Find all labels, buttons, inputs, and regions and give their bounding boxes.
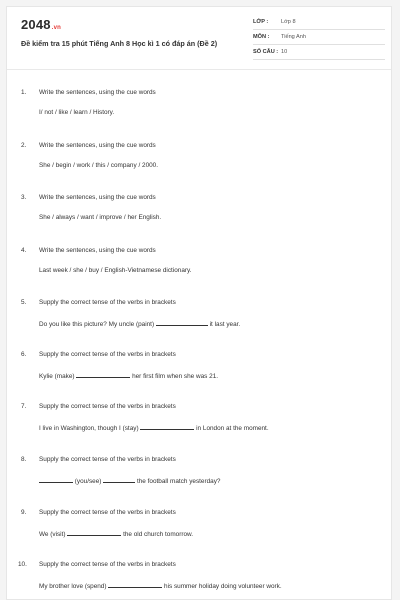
answer-blank[interactable] <box>140 423 194 430</box>
question-item <box>21 456 381 485</box>
question-body <box>39 529 381 538</box>
question-item <box>21 142 381 169</box>
question-body <box>39 423 381 432</box>
document-meta <box>253 15 385 60</box>
question-instruction: Write the sentences, using the cue words <box>39 89 156 96</box>
question-number: 1. <box>21 89 27 96</box>
question-body <box>39 109 381 116</box>
question-body <box>39 371 381 380</box>
question-instruction: Supply the correct tense of the verbs in brackets <box>39 299 176 306</box>
question-instruction: Write the sentences, using the cue words <box>39 194 156 201</box>
question-text: the old church tomorrow. <box>121 531 194 538</box>
question-text: in London at the moment. <box>194 425 269 432</box>
question-text: She / begin / work / this / company / 2000. <box>39 162 159 169</box>
question-instruction: Write the sentences, using the cue words <box>39 247 156 254</box>
answer-blank[interactable] <box>103 476 135 483</box>
question-instruction: Supply the correct tense of the verbs in brackets <box>39 403 176 410</box>
question-number: 4. <box>21 247 27 254</box>
question-body <box>39 319 381 328</box>
meta-row-class <box>253 15 385 30</box>
question-instruction: Supply the correct tense of the verbs in brackets <box>39 509 176 516</box>
question-text: I live in Washington, though I (stay) <box>39 425 141 432</box>
question-body <box>39 581 381 590</box>
question-number: 8. <box>21 456 27 463</box>
question-number: 9. <box>21 509 27 516</box>
question-body <box>39 162 381 169</box>
question-text: his summer holiday doing volunteer work. <box>162 583 282 590</box>
question-item <box>18 561 381 590</box>
question-number: 2. <box>21 142 27 149</box>
meta-label: LỚP : <box>253 19 269 25</box>
question-body <box>39 214 381 221</box>
site-logo[interactable] <box>21 17 61 32</box>
question-instruction: Supply the correct tense of the verbs in brackets <box>39 561 176 568</box>
question-text: Last week / she / buy / English-Vietnamese dictionary. <box>39 267 192 274</box>
answer-blank[interactable] <box>76 371 130 378</box>
question-number: 5. <box>21 299 27 306</box>
question-text: her first film when she was 21. <box>130 373 219 380</box>
question-item <box>21 194 381 221</box>
question-item <box>21 247 381 274</box>
question-item <box>21 509 381 538</box>
meta-value: 10 <box>281 49 288 55</box>
question-text: I/ not / like / learn / History. <box>39 109 115 116</box>
question-text: We (visit) <box>39 531 68 538</box>
question-item <box>21 299 381 328</box>
answer-blank[interactable] <box>156 319 208 326</box>
question-instruction: Supply the correct tense of the verbs in brackets <box>39 351 176 358</box>
meta-row-count <box>253 45 385 60</box>
logo-main-text: 2048 <box>21 17 51 32</box>
question-number: 7. <box>21 403 27 410</box>
meta-value: Tiếng Anh <box>281 34 306 40</box>
question-number: 6. <box>21 351 27 358</box>
answer-blank[interactable] <box>39 476 73 483</box>
question-text: Kylie (make) <box>39 373 77 380</box>
meta-label: SỐ CÂU : <box>253 49 279 55</box>
meta-value: Lớp 8 <box>281 19 296 25</box>
logo-suffix-text: .vn <box>51 25 62 31</box>
question-item <box>21 351 381 380</box>
question-instruction: Write the sentences, using the cue words <box>39 142 156 149</box>
question-body <box>39 267 381 274</box>
document-title: Đề kiểm tra 15 phút Tiếng Anh 8 Học kì 1 có đáp án (Đề 2) <box>21 39 218 48</box>
question-number: 3. <box>21 194 27 201</box>
question-number: 10. <box>18 561 27 568</box>
meta-row-subject <box>253 30 385 45</box>
question-body <box>39 476 381 485</box>
question-text: My brother love (spend) <box>39 583 109 590</box>
question-instruction: Supply the correct tense of the verbs in brackets <box>39 456 176 463</box>
document-page <box>6 6 392 600</box>
question-item <box>21 403 381 432</box>
question-text: She / always / want / improve / her English. <box>39 214 162 221</box>
answer-blank[interactable] <box>108 581 162 588</box>
answer-blank[interactable] <box>67 529 121 536</box>
meta-label: MÔN : <box>253 34 270 40</box>
document-header <box>7 7 391 70</box>
question-text: Do you like this picture? My uncle (paint) <box>39 321 156 328</box>
question-text: (you/see) <box>73 478 104 485</box>
question-text: the football match yesterday? <box>135 478 221 485</box>
question-item <box>21 89 381 116</box>
question-text: it last year. <box>207 321 241 328</box>
